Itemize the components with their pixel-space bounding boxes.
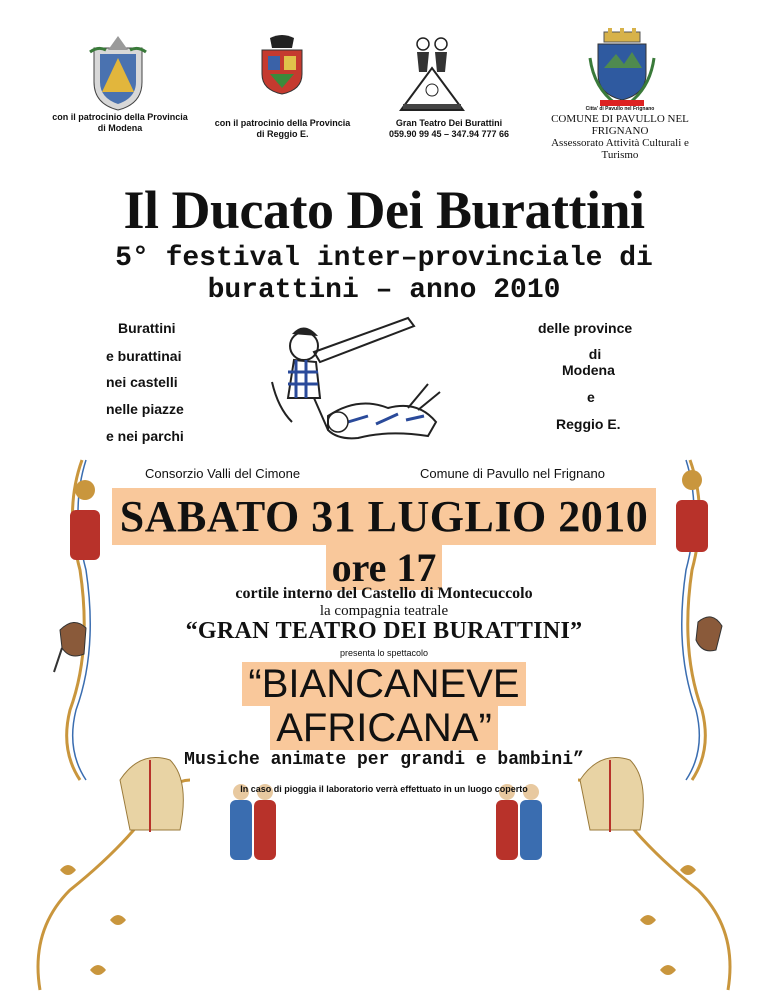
subtitle-line-1: 5° festival inter–provinciale di: [115, 243, 653, 274]
theatre-caption: [378, 118, 520, 140]
modena-caption: [45, 112, 195, 134]
rain-note: In caso di pioggia il laboratorio verrà effettuato in un luogo coperto: [240, 784, 528, 794]
left-list-item: Burattini: [118, 320, 176, 336]
pavullo-caption-line: Turismo: [601, 149, 639, 161]
theatre-caption-line: Gran Teatro Dei Burattini: [395, 118, 503, 128]
event-time-row: [0, 546, 768, 590]
theatre-caption-line: 059.90 99 45 – 347.94 777 66: [388, 129, 510, 139]
pavullo-crest: [586, 28, 658, 110]
reggio-caption-line: con il patrocinio della Provincia: [214, 118, 351, 128]
right-list-item: e: [587, 389, 595, 405]
gran-teatro-logo: [397, 32, 467, 112]
event-date-row: [0, 492, 768, 542]
pavullo-logo-text: Citta' di Pavullo nel Frignano: [585, 106, 655, 112]
event-venue: cortile interno del Castello di Montecuccolo: [235, 585, 533, 602]
provincia-modena-crest: [88, 32, 148, 112]
left-list-item: nelle piazze: [106, 401, 184, 417]
event-time: ore 17: [326, 545, 443, 590]
puppet-fight-illustration: [268, 312, 448, 452]
event-date: SABATO 31 LUGLIO 2010: [112, 488, 656, 545]
show-intro: presenta lo spettacolo: [339, 648, 429, 658]
right-list-item: Reggio E.: [556, 416, 621, 432]
show-title-line-2: AFRICANA”: [270, 706, 498, 750]
sponsor-left: Consorzio Valli del Cimone: [145, 466, 301, 481]
pavullo-caption-line: Assessorato Attività Culturali e: [551, 137, 689, 149]
reggio-caption-line: di Reggio E.: [256, 129, 309, 139]
left-list-item: nei castelli: [106, 374, 178, 390]
modena-caption-line: di Modena: [97, 123, 143, 133]
main-title: Il Ducato Dei Burattini: [123, 180, 645, 240]
provincia-reggio-crest: [258, 34, 306, 96]
modena-caption-line: con il patrocinio della Provincia: [52, 112, 188, 122]
show-title-row-2: [0, 706, 768, 750]
sponsor-right: Comune di Pavullo nel Frignano: [420, 466, 605, 481]
show-title-line-1: “BIANCANEVE: [242, 662, 525, 706]
show-title-row-1: [0, 662, 768, 706]
right-list-item: Modena: [562, 362, 615, 378]
pavullo-caption-line: FRIGNANO: [591, 125, 649, 137]
company-name: “GRAN TEATRO DEI BURATTINI”: [185, 618, 583, 644]
pavullo-caption: [540, 113, 700, 161]
subtitle-line-2: burattini – anno 2010: [207, 275, 561, 306]
left-list-item: e nei parchi: [106, 428, 184, 444]
music-line: Musiche animate per grandi e bambini”: [184, 750, 584, 770]
reggio-caption: [205, 118, 360, 140]
pavullo-caption-line: COMUNE DI PAVULLO NEL: [551, 113, 689, 125]
right-list-item: di: [588, 346, 602, 362]
company-intro: la compagnia teatrale: [319, 603, 449, 619]
right-list-item: delle province: [538, 320, 633, 336]
left-list-item: e burattinai: [106, 348, 182, 364]
